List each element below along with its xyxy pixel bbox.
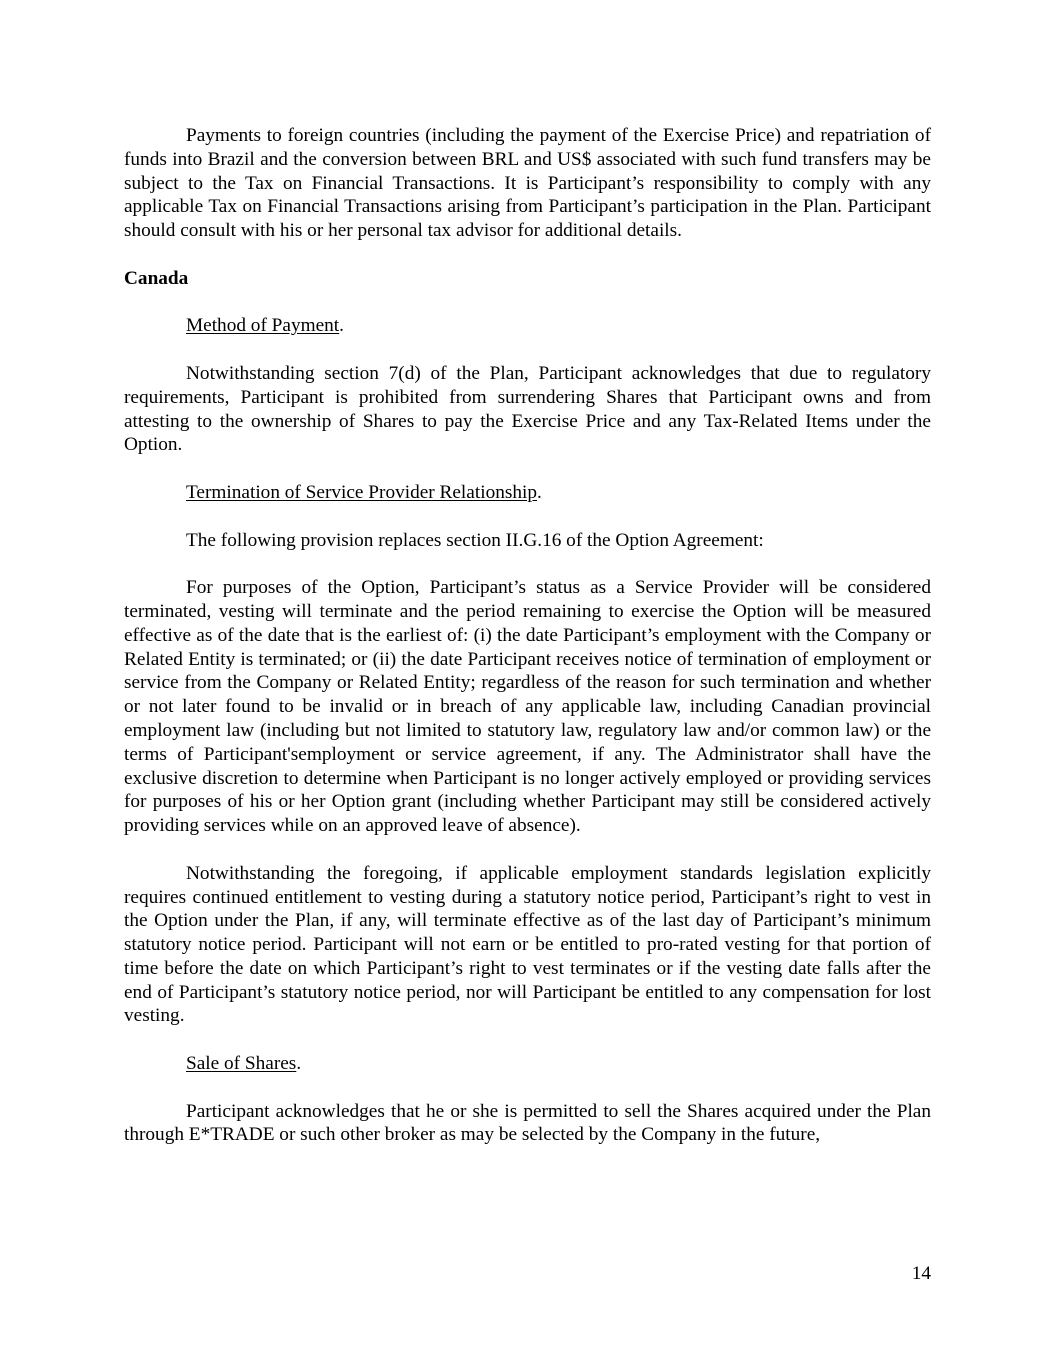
subheading-method-of-payment-text: Method of Payment: [186, 315, 340, 337]
subheading-sale-of-shares: [124, 1052, 931, 1076]
subheading-sale-of-shares-text: Sale of Shares: [186, 1053, 297, 1075]
paragraph-sale-of-shares: Participant acknowledges that he or she is permitted to sell the Shares acquired under the Plan through E*TRADE or such other broker as may be selected by the Company in the future,: [124, 1100, 931, 1146]
subheading-punctuation: .: [537, 481, 542, 503]
paragraph-provision-replaces: The following provision replaces section II.G.16 of the Option Agreement:: [186, 529, 764, 551]
paragraph-brazil-financial-transactions-tax: Payments to foreign countries (including the payment of the Exercise Price) and repatriation of funds into Brazil and the conversion between BRL and US$ associated with such fund transfers may be subject to the Tax on Financial Transactions. It is Participant’s responsibility to comply with any applicable Tax on Financial Transactions arising from Participant’s participation in the Plan. Participant should consult with his or her personal tax advisor for additional details.: [124, 125, 931, 242]
paragraph-termination-status: For purposes of the Option, Participant’s status as a Service Provider will be considered terminated, vesting will terminate and the period remaining to exercise the Option will be measured effective as of the date that is the earliest of: (i) the date Participant’s employment with the Company or Related Entity is terminated; or (ii) the date Participant receives notice of termination of employment or service from the Company or Related Entity; regardless of the reason for such termination and whether or not later found to be invalid or in breach of any applicable law, including Canadian provincial employment law (including but not limited to statutory law, regulatory law and/or common law) or the terms of Participant'semployment or service agreement, if any. The Administrator shall have the exclusive discretion to determine when Participant is no longer actively employed or providing services for purposes of his or her Option grant (including whether Participant may still be considered actively providing services while on an approved leave of absence).: [124, 577, 931, 837]
page-number: 14: [911, 1263, 931, 1284]
section-heading-canada: Canada: [124, 267, 189, 289]
subheading-termination-text: Termination of Service Provider Relationship: [186, 481, 537, 503]
subheading-termination: [124, 481, 931, 505]
subheading-method-of-payment: [124, 314, 931, 338]
subheading-punctuation: .: [296, 1053, 302, 1075]
paragraph-statutory-notice-vesting: Notwithstanding the foregoing, if applicable employment standards legislation explicitly requires continued entitlement to vesting during a statutory notice period, Participant’s right to vest in the Option under the Plan, if any, will terminate effective as of the last day of Participant’s minimum statutory notice period. Participant will not earn or be entitled to pro-rated vesting for that portion of time before the date on which Participant’s right to vest terminates or if the vesting date falls after the end of Participant’s statutory notice period, nor will Participant be entitled to any compensation for lost vesting.: [124, 862, 931, 1027]
subheading-punctuation: .: [339, 315, 344, 337]
paragraph-method-of-payment: Notwithstanding section 7(d) of the Plan, Participant acknowledges that due to regulatory requirements, Participant is prohibited from surrendering Shares that Participant owns and from attesting to the ownership of Shares to pay the Exercise Price and any Tax-Related Items under the Option.: [124, 362, 931, 456]
document-page: [124, 124, 931, 1171]
